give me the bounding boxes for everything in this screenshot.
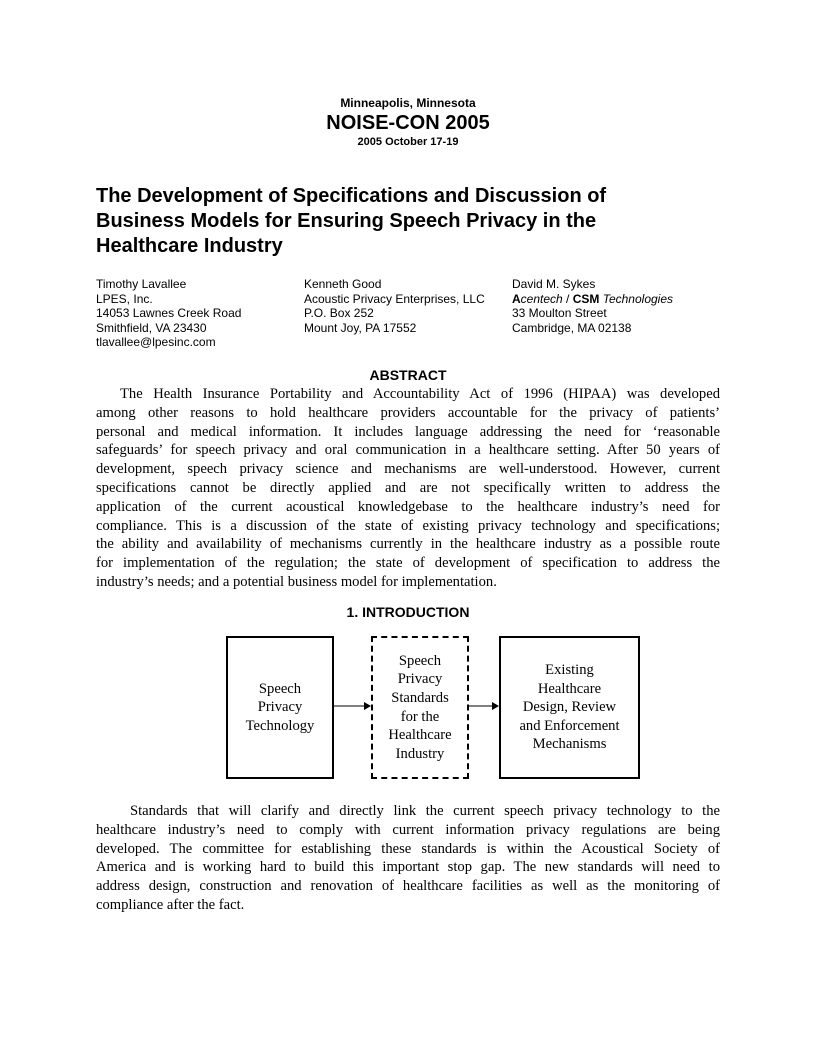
abstract-line: specifications cannot be directly applied and are not specifically written to address the (96, 479, 720, 496)
diagram-box-line: Privacy (397, 671, 443, 688)
diagram-box-line: Existing (545, 662, 594, 679)
title-line: Healthcare Industry (96, 235, 283, 257)
title-line: The Development of Specifications and Discussion of (96, 185, 607, 207)
introduction-line: Standards that will clarify and directly link the current speech privacy technology to the (130, 803, 720, 819)
author-organization: Acoustic Privacy Enterprises, LLC (304, 291, 485, 306)
abstract-heading: ABSTRACT (369, 367, 447, 383)
diagram-box-line: Design, Review (522, 699, 617, 716)
introduction-line: America and is working hard to build this important stop gap. The new standards will need to (96, 859, 720, 876)
diagram-box-line: Technology (245, 717, 315, 734)
author-address-line: P.O. Box 252 (304, 306, 374, 320)
abstract-line: application of the current acoustical knowledgebase to the healthcare industry’s need for (96, 498, 720, 515)
introduction-heading: 1. INTRODUCTION (346, 604, 470, 620)
author-block-lavallee (96, 277, 241, 350)
abstract-line: industry’s needs; and a potential business model for implementation. (96, 573, 497, 590)
diagram-box-existing-mechanisms (499, 636, 640, 779)
diagram-box-speech-privacy-technology (226, 636, 334, 779)
paper-title (96, 184, 696, 259)
abstract-body (96, 385, 720, 592)
author-address-line: Smithfield, VA 23430 (96, 320, 207, 335)
diagram-box-line: Speech (398, 652, 442, 669)
abstract-line: the ability and availability of mechanisms currently in the healthcare industry as a possible route (96, 536, 720, 553)
diagram-box-line: for the (400, 708, 440, 725)
conference-location: Minneapolis, Minnesota (340, 96, 476, 110)
author-address-line: 14053 Lawnes Creek Road (96, 306, 242, 320)
diagram-box-speech-privacy-standards (371, 636, 469, 779)
author-name: Timothy Lavallee (96, 277, 187, 291)
introduction-line: developed. The committee for establishing these standards is within the Acoustical Society of (96, 840, 720, 857)
abstract-line: safeguards’ for speech privacy and oral communication in a healthcare setting. After 50 years of (96, 442, 720, 459)
org-part: CSM (572, 291, 600, 306)
abstract-line: personal and medical information. It includes language addressing the need for ‘reasonable (96, 423, 720, 440)
author-address-line: 33 Moulton Street (512, 306, 607, 320)
org-part: Technologies (599, 291, 674, 306)
arrow-right-icon (469, 699, 499, 713)
diagram-box-line: Healthcare (388, 727, 452, 744)
abstract-line: among other reasons to hold healthcare providers accountable for the privacy of patients’ (96, 404, 720, 421)
arrow-right-icon (334, 699, 371, 713)
title-line: Business Models for Ensuring Speech Privacy in the (96, 210, 597, 232)
author-address-line: Mount Joy, PA 17552 (304, 320, 417, 335)
conference-name: NOISE-CON 2005 (326, 112, 490, 134)
diagram-box-line: Mechanisms (532, 736, 607, 753)
author-block-good (304, 277, 485, 335)
author-name: David M. Sykes (512, 277, 596, 291)
author-address-line: Cambridge, MA 02138 (512, 320, 632, 335)
introduction-line: healthcare industry’s need to comply with current information privacy regulations are being (96, 821, 720, 838)
org-part: A (512, 291, 521, 306)
conference-dates: 2005 October 17-19 (357, 136, 459, 148)
abstract-line: development, speech privacy science and mechanisms are well-understood. However, current (96, 461, 720, 478)
diagram-box-line: Privacy (257, 699, 303, 716)
introduction-line: address design, construction and renovation of healthcare facilities as well as the monitoring of (96, 878, 720, 895)
author-name: Kenneth Good (304, 277, 382, 291)
diagram-box-line: Speech (258, 680, 302, 697)
diagram-box-line: Industry (395, 745, 445, 762)
org-part: / (562, 291, 573, 306)
author-organization: LPES, Inc. (96, 291, 153, 306)
abstract-line: The Health Insurance Portability and Accountability Act of 1996 (HIPAA) was developed (120, 386, 720, 402)
org-part: centech (520, 291, 563, 306)
author-organization (512, 292, 673, 307)
introduction-body (96, 802, 720, 915)
abstract-line: for implementation of the regulation; the state of development of specification to address the (96, 555, 720, 572)
introduction-line: compliance after the fact. (96, 896, 245, 913)
author-email[interactable]: tlavallee@lpesinc.com (96, 335, 216, 349)
diagram-box-line: and Enforcement (519, 717, 620, 734)
diagram-box-line: Standards (391, 689, 449, 706)
diagram-box-line: Healthcare (537, 680, 602, 697)
abstract-line: compliance. This is a discussion of the state of existing privacy technology and specifications; (96, 517, 720, 534)
author-block-sykes (512, 277, 673, 335)
